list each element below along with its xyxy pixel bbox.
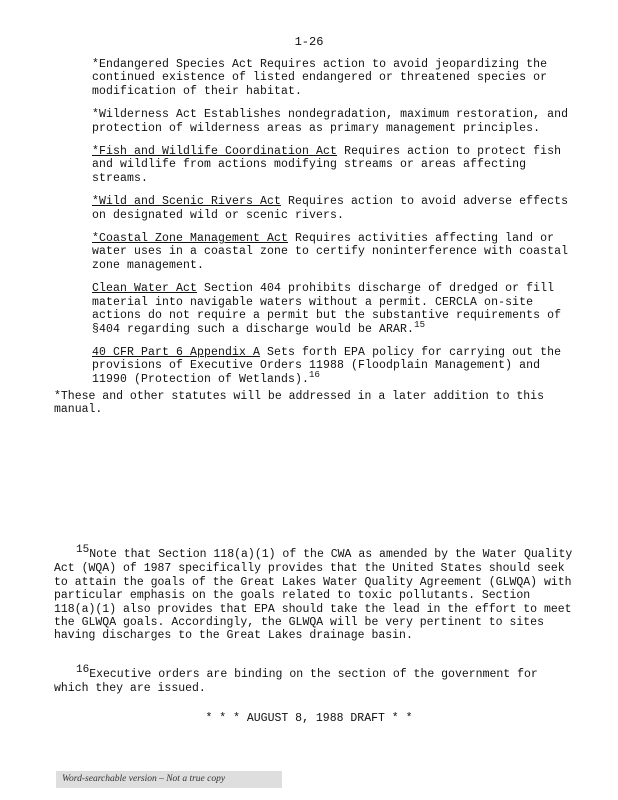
statute-text: Requires action to avoid jeopardizing the continued existence of listed endangered or threatened species or modification of their habitat.: [92, 58, 548, 98]
statute-text: Requires action to protect fish and wildlife from actions modifying streams or areas affecting streams.: [92, 145, 562, 185]
footnote-text: Executive orders are binding on the section of the government for which they are issued.: [54, 668, 538, 696]
statute-text: Sets forth EPA policy for carrying out the provisions of Executive Orders 11988 (Floodplain Management) and 11990 (Protection of Wetlands).: [92, 345, 562, 386]
statute-name: *Wild and Scenic Rivers Act: [92, 195, 282, 209]
footnote-text: Note that Section 118(a)(1) of the CWA as amended by the Water Quality Act (WQA) of 1987 specifically provides that the United States should seek to attain the goals of the Great Lakes Water Quality Agreement (GLWQA) with particular emphasis on the goals related to toxic pollutants. Section 118(a)(1) also provides that EPA should take the lead in the effort to meet the GLWQA goals. Accordingly, the GLWQA will be very pertinent to sites having discharges to the Great Lakes drainage basin.: [54, 548, 573, 643]
statute-list: [92, 58, 578, 396]
statute-entry: [92, 58, 578, 98]
statute-name: *Coastal Zone Management Act: [92, 232, 289, 246]
statute-name: *Endangered Species Act: [92, 58, 254, 71]
statute-text: Section 404 prohibits discharge of dredged or fill material into navigable waters without a permit. CERCLA on-site actions do not require a permit but the substantive requirements of §404 regarding such a discharge would be ARAR.: [92, 282, 562, 336]
footnote-ref: 15: [414, 319, 426, 330]
footnote-mark: 16: [76, 664, 90, 676]
statute-name: Clean Water Act: [92, 282, 198, 296]
statute-name: *Fish and Wildlife Coordination Act: [92, 145, 338, 159]
statute-entry: [92, 195, 578, 222]
statute-text: Requires activities affecting land or water uses in a coastal zone to certify noninterference with coastal zone management.: [92, 232, 569, 272]
statute-name: 40 CFR Part 6 Appendix A: [92, 345, 261, 359]
statute-name: *Wilderness Act: [92, 108, 198, 122]
footnote-15: [54, 544, 574, 643]
page-number: 1-26: [294, 35, 324, 49]
footnote-mark: 15: [76, 544, 90, 556]
footnote-ref: 16: [309, 369, 321, 380]
statute-text: Requires action to avoid adverse effects on designated wild or scenic rivers.: [92, 195, 569, 222]
statute-entry: [92, 282, 578, 336]
draft-line: * * * AUGUST 8, 1988 DRAFT * *: [205, 712, 413, 725]
statute-text: Establishes nondegradation, maximum restoration, and protection of wilderness areas as primary management principles.: [92, 108, 569, 135]
footnote-16: [54, 664, 574, 696]
statute-entry: [92, 232, 578, 272]
statute-entry: [92, 346, 578, 386]
watermark-label: Word-searchable version – Not a true copy: [56, 771, 282, 788]
general-note: *These and other statutes will be addressed in a later addition to this manual.: [54, 390, 544, 417]
statute-entry: [92, 108, 578, 135]
statute-entry: [92, 145, 578, 185]
